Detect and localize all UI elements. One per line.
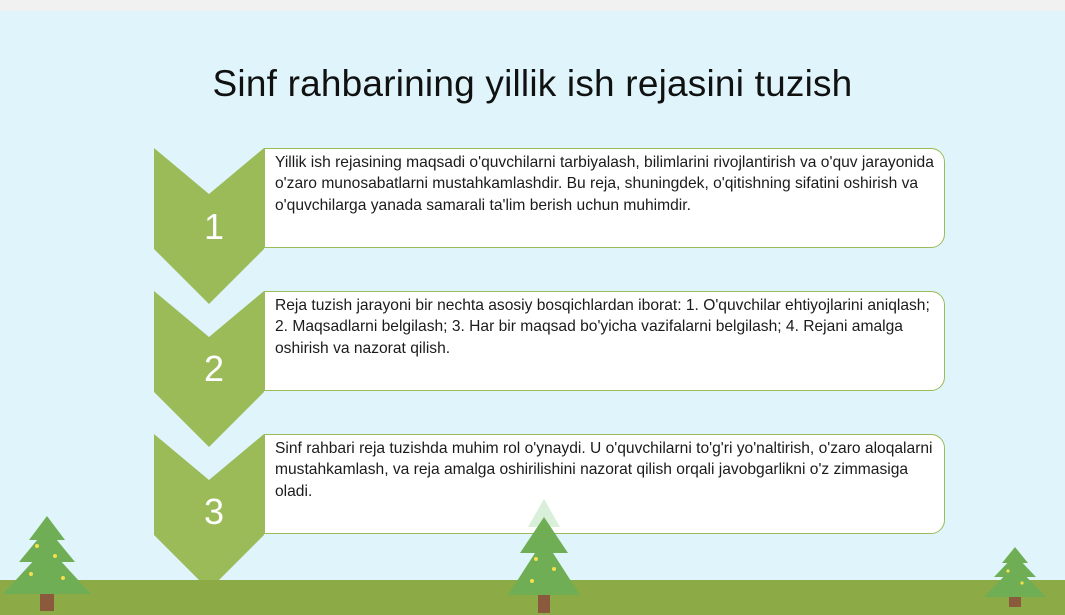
step-2-number: 2 xyxy=(203,348,225,389)
step-2-card xyxy=(264,291,945,391)
step-3-card xyxy=(264,434,945,534)
tree-icon xyxy=(508,499,580,613)
tree-icon xyxy=(984,547,1046,607)
tree-icon xyxy=(3,516,91,611)
step-3-text: Sinf rahbari reja tuzishda muhim rol o'ynaydi. U o'quvchilarni to'g'ri yo'naltirish, o'zaro aloqalarni mustahkamlash, va reja amalga oshirilishini nazorat qilish orqali javobgarlikni o'z zimmasiga oladi. xyxy=(275,440,933,500)
window-top-bar xyxy=(0,0,1065,11)
step-1-card xyxy=(264,148,945,248)
step-3-number: 3 xyxy=(203,491,225,532)
step-2-text: Reja tuzish jarayoni bir nechta asosiy bosqichlardan iborat: 1. O'quvchilar ehtiyojlarini aniqlash; 2. Maqsadlarni belgilash; 3. Har bir maqsad bo'yicha vazifalarni belgilash; 4. Rejani amalga oshirish va nazorat qilish. xyxy=(275,297,930,357)
slide xyxy=(0,11,1065,615)
step-1-text: Yillik ish rejasining maqsadi o'quvchilarni tarbiyalash, bilimlarini rivojlantirish va o'quv jarayonida o'zaro munosabatlarni mustahkamlashdir. Bu reja, shuningdek, o'qitishning sifatini oshirish va o'quvchilarga yanada samarali ta'lim berish uchun muhimdir. xyxy=(275,154,934,214)
slide-title: Sinf rahbarining yillik ish rejasini tuzish xyxy=(212,63,853,104)
step-1-number: 1 xyxy=(203,206,225,247)
